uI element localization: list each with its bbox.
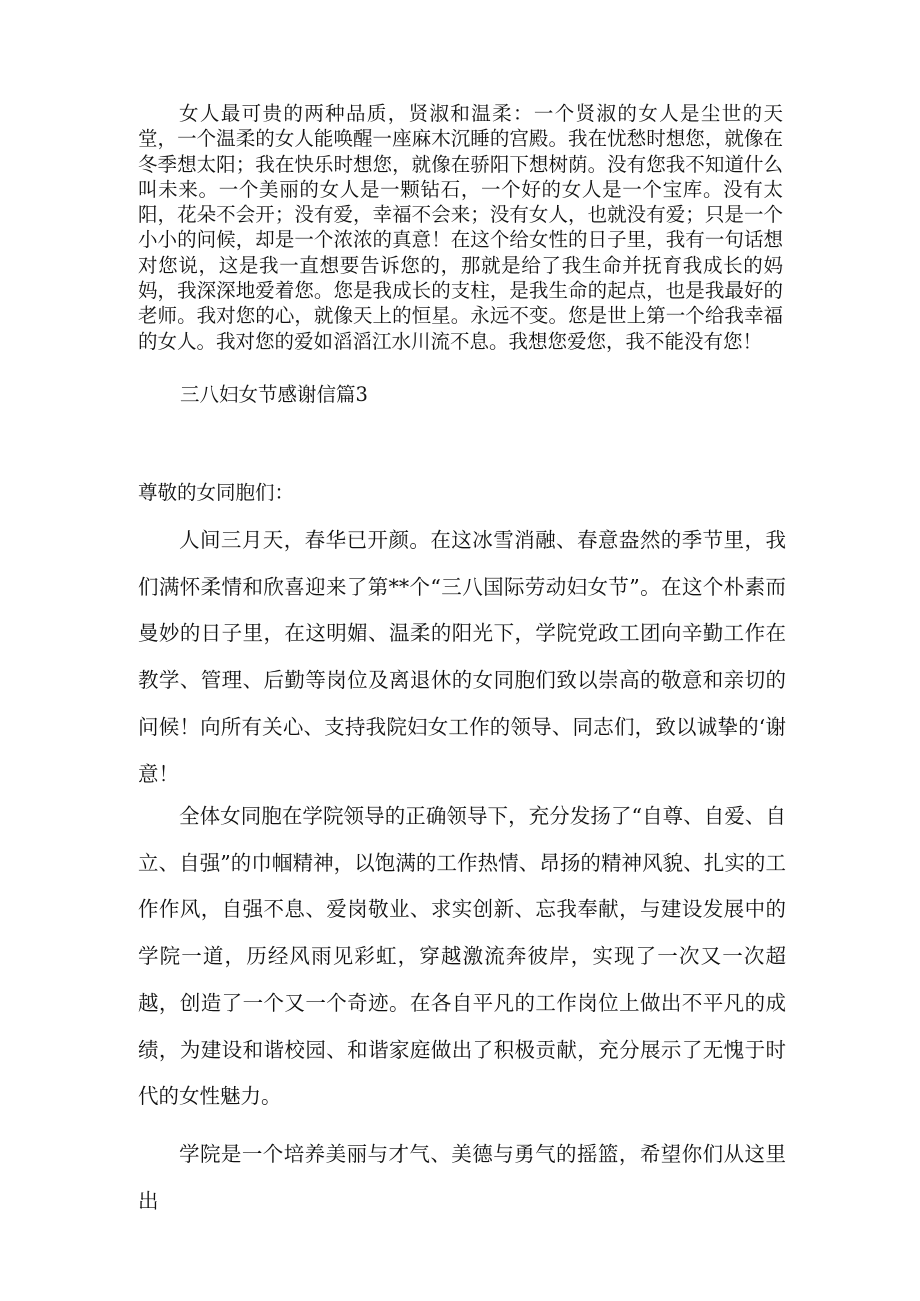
body-paragraph-4: 学院是一个培养美丽与才气、美德与勇气的摇篮，希望你们从这里出 [138,1142,786,1213]
body-paragraph-3: 全体女同胞在学院领导的正确领导下，充分发扬了“自尊、自爱、自立、自强”的巾帼精神，以饱满的工作热情、昂扬的精神风貌、扎实的工作作风，自强不息、爱岗敬业、求实创新、忘我奉献，与建设发展中的学院一道，历经风雨见彩虹，穿越激流奔彼岸，实现了一次又一次超越，创造了一个又一个奇迹。在各自平凡的工作岗位上做出不平凡的成绩，为建设和谐校园、和谐家庭做出了积极贡献，充分展示了无愧于时代的女性魅力。 [138,804,786,1109]
salutation: 尊敬的女同胞们： [138,481,295,504]
body-paragraph-1: 女人最可贵的两种品质，贤淑和温柔：一个贤淑的女人是尘世的天堂，一个温柔的女人能唤醒一座麻木沉睡的宫殿。我在忧愁时想您，就像在冬季想太阳；我在快乐时想您，就像在骄阳下想树荫。没有您我不知道什么叫未来。一个美丽的女人是一颗钻石，一个好的女人是一个宝库。没有太阳，花朵不会开；没有爱，幸福不会来；没有女人，也就没有爱；只是一个小小的问候，却是一个浓浓的真意！在这个给女性的日子里，我有一句话想对您说，这是我一直想要告诉您的，那就是给了我生命并抚育我成长的妈妈，我深深地爱着您。您是我成长的支柱，是我生命的起点，也是我最好的老师。我对您的心，就像天上的恒星。永远不变。您是世上第一个给我幸福的女人。我对您的爱如滔滔江水川流不息。我想您爱您，我不能没有您！ [138,102,783,353]
body-paragraph-2: 人间三月天，春华已开颜。在这冰雪消融、春意盎然的季节里，我们满怀柔情和欣喜迎来了第**个“三八国际劳动妇女节”。在这个朴素而曼妙的日子里，在这明媚、温柔的阳光下，学院党政工团向辛勤工作在教学、管理、后勤等岗位及离退休的女同胞们致以崇高的敬意和亲切的问候！向所有关心、支持我院妇女工作的领导、同志们，致以诚挚的‘谢意！ [138,528,786,786]
section-heading: 三八妇女节感谢信篇3 [180,383,368,406]
